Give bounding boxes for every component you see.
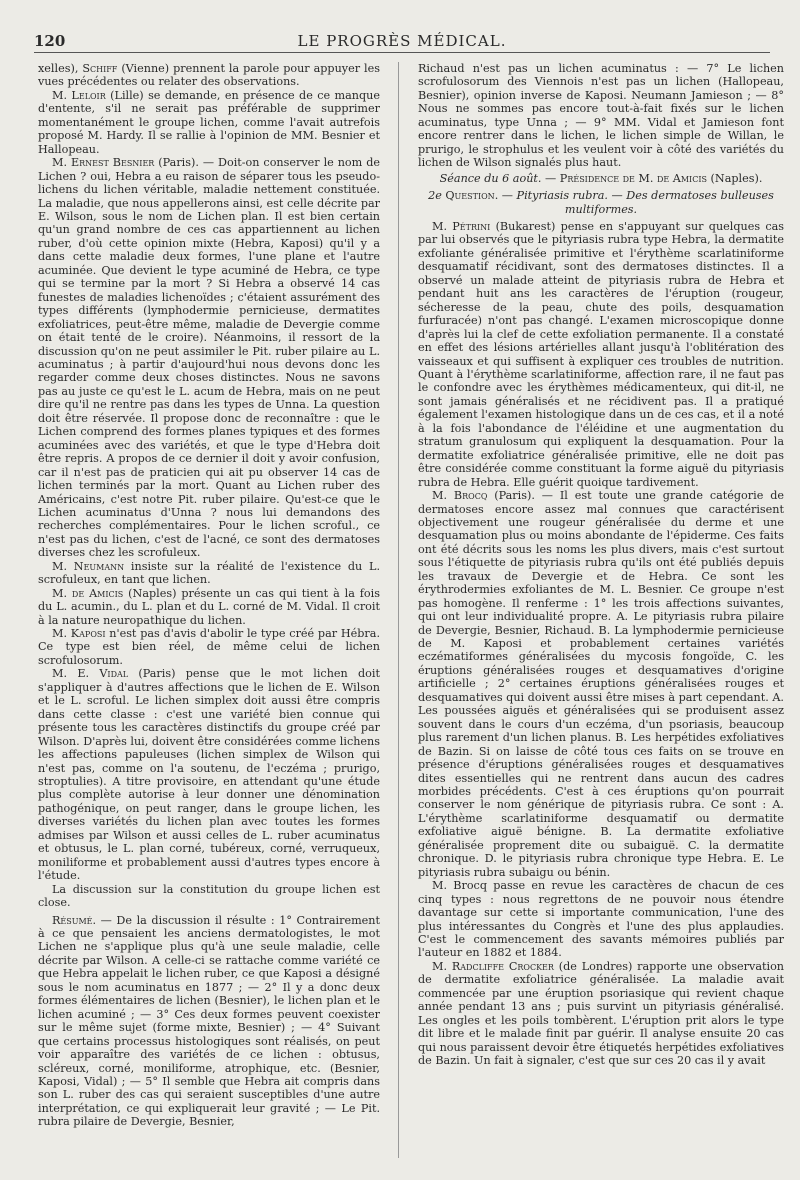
italic-text: Séance du 6 août. — [439, 171, 542, 185]
text-run: M. — [432, 959, 452, 973]
text-run: M. — [52, 559, 74, 573]
name-smallcaps: Leloir — [71, 88, 106, 102]
page-header — [34, 30, 770, 53]
section-heading — [418, 172, 784, 185]
name-smallcaps: Radcliffe Crocker — [451, 959, 554, 973]
text-run: La discussion sur la constitution du groupe lichen est close. — [38, 882, 380, 910]
name-smallcaps: E. Vidal — [77, 667, 129, 681]
article-paragraph — [418, 62, 784, 170]
text-run: (Naples) présente un cas qui tient à la fois du L. acumin., du L. plan et du L. corné de M. Vidal. Il croit à la nature neuropathique du lichen. — [38, 586, 380, 627]
text-run: — — [541, 171, 560, 185]
article-paragraph — [38, 627, 380, 667]
article-paragraph — [38, 89, 380, 156]
name-smallcaps: Présidence de M. de Amicis — [559, 171, 707, 185]
article-paragraph — [38, 560, 380, 587]
article-paragraph — [418, 489, 784, 879]
text-run: (de Londres) rapporte une observation de dermatite exfoliatrice généralisée. La maladie avait commencée par une éruption psoriasique qui revient chaque année pendant 13 ans ; puis survint un pityriasis généralisé. Les ongles et les poils tombèrent. L'éruption prit alors le type dit libre et le malade finit par guérir. Il analyse ensuite 20 cas qui nous paraissent devoir être étiquetés herpétides exfoliatives de Bazin. Un fait à signaler, c'est que sur ces 20 cas il y avait — [418, 959, 784, 1068]
italic-text: Pityriasis rubra. — Des dermatoses bulleuses multiformes. — [516, 189, 774, 216]
text-run: (Bukarest) pense en s'appuyant sur quelques cas par lui observés que le pityriasis rubra type Hebra, la dermatite exfoliante généralisée primitive et l'érythème scarlatiniforme desquamatif récidivant, sont des dermatoses distinctes. Il a observé un malade atteint de pityriasis rubra de Hebra et pendant huit ans les caractères de l'éruption (rougeur, sécheresse de la peau, chute des poils, desquamation furfuracée) n'ont pas changé. L'examen microscopique donne d'après lui la clef de cette exfoliation permanente. Il a constaté en effet des lésions artérielles allant jusqu'à l'oblitération des vaisseaux et qui suffisent à expliquer ces troubles de nutrition. Quant à l'érythème scarlatiniforme, affection rare, il ne faut pas le confondre avec les érythèmes médicamenteux, qui dit-il, ne sont jamais généralisés et ne récidivent pas. Il a pratiqué également l'examen histologique dans un de ces cas, et il a noté à la fois l'abondance de l'éléidine et une augmentation du stratum granulosum qui expliquent la desquamation. Pour la dermatite exfoliatrice généralisée primitive, elle ne doit pas être considérée comme constituant la forme aiguë du pityriasis rubra de Hebra. Elle guérit quoique tardivement. — [418, 219, 784, 489]
name-smallcaps: Kaposi — [70, 627, 106, 641]
text-run: M. Brocq passe en revue les caractères de chacun de ces cinq types : nous regrettons de ne pouvoir nous étendre davantage sur cette si importante communication, l'une des plus intéressantes du Congrès et l'une des plus applaudies. C'est le commencement des savants mémoires publiés par l'auteur en 1882 et 1884. — [418, 879, 784, 960]
text-run: xelles), — [38, 62, 83, 75]
name-smallcaps: Schiff — [82, 62, 118, 75]
journal-title: LE PROGRÈS MÉDICAL. — [297, 32, 507, 50]
name-smallcaps: Résumé — [52, 913, 93, 927]
name-smallcaps: de Amicis — [71, 586, 124, 600]
name-smallcaps: Pétrini — [452, 219, 491, 233]
section-heading — [418, 189, 784, 216]
left-column — [38, 62, 380, 1158]
text-run: M. — [432, 489, 454, 503]
article-paragraph — [418, 220, 784, 489]
text-run: (Paris) pense que le mot lichen doit s'appliquer à d'autres affections que le lichen de E. Wilson et le L. scroful. Le lichen simplex doit aussi être compris dans cette classe : c'est une variété bien connue qui présente tous les caractères distinctifs du groupe créé par Wilson. D'après lui, doivent être considérées comme lichens les affections papuleuses (lichen simplex de Wilson qui n'est pas, comme on l'a soutenu, de l'eczéma ; prurigo, stroptulies). A titre provisoire, en attendant qu'une étude plus complète autorise à leur donner une dénomination pathogénique, on peut ranger, dans le groupe lichen, les diverses variétés du lichen plan avec toutes les formes admises par Wilson et aussi celles de L. ruber acuminatus et obtusus, le L. plan corné, tubéreux, corné, verruqueux, moniliforme et probablement aussi d'autres types encore à l'étude. — [38, 667, 380, 883]
text-run: (Vienne) prennent la parole pour appuyer les vues précédentes ou relater des observations. — [38, 62, 380, 89]
text-run: M. — [52, 627, 71, 641]
text-run: n'est pas d'avis d'abolir le type créé par Hébra. Ce type est bien réel, de même celui de lichen scrofulosorum. — [38, 627, 380, 667]
article-paragraph — [38, 914, 380, 1129]
name-smallcaps: Brocq — [453, 489, 488, 503]
name-smallcaps: Question — [445, 189, 495, 203]
italic-text: e — [435, 189, 442, 203]
right-column — [418, 62, 784, 1158]
text-run: . — — [494, 189, 517, 203]
article-paragraph — [38, 62, 380, 89]
text-run: . — De la discussion il résulte : 1° Contrairement à ce que pensaient les anciens dermatologistes, le mot Lichen ne s'applique plus qu'à une seule maladie, celle décrite par Wilson. A celle-ci se rattache comme variété ce que Hebra appelait le lichen ruber, ce que Kaposi a désigné sous le nom acuminatus en 1877 ; — 2° Il y a donc deux formes élémentaires de lichen (Besnier), le lichen plan et le lichen acuminé ; — 3° Ces deux formes peuvent coexister sur le même sujet (forme mixte, Besnier) ; — 4° Suivant que certains processus histologiques sont réalisés, on peut voir apparaître des variétés de ce lichen : obtusus, scléreux, corné, moniliforme, atrophique, etc. (Besnier, Kaposi, Vidal) ; — 5° Il semble que Hebra ait compris dans son L. ruber des cas qui seraient susceptibles d'une autre interprétation, ce qui expliquerait leur gravité ; — Le Pit. rubra pilaire de Devergie, Besnier, — [38, 913, 380, 1129]
text-run: M. — [432, 219, 453, 233]
article-paragraph — [38, 883, 380, 910]
text-run: (Naples). — [706, 171, 763, 185]
text-run: M. — [52, 88, 72, 102]
article-paragraph — [418, 960, 784, 1068]
article-paragraph — [38, 667, 380, 882]
text-run: M. — [52, 156, 71, 170]
text-run: insiste sur la réalité de l'existence du L. scrofuleux, en tant que lichen. — [38, 559, 380, 587]
italic-text: 2 — [428, 189, 436, 203]
page-number: 120 — [34, 32, 66, 50]
name-smallcaps: Ernest Besnier — [70, 156, 155, 170]
article-paragraph — [418, 879, 784, 960]
text-run: M. — [52, 667, 78, 681]
text-run: (Paris). — Il est toute une grande catégorie de dermatoses encore assez mal connues que caractérisent objectivement une rougeur généralisée du derme et une desquamation plus ou moins abondante de l'épiderme. Ces faits ont été décrits sous les noms les plus divers, mais c'est surtout sous l'étiquette de pityriasis rubra qu'ils ont été publiés depuis les travaux de Devergie et de Hebra. Ce sont les érythrodermies exfoliantes de M. L. Besnier. Ce groupe n'est pas homogène. Il renferme : 1° les trois affections suivantes, qui ont leur individualité propre. A. Le pityriasis rubra pilaire de Devergie, Besnier, Richaud. B. La lymphodermie pernicieuse de M. Kaposi et probablement certaines variétés eczématiformes généralisées du mycosis fongoïde, C. les éruptions généralisées rouges et desquamatives d'origine artificielle ; 2° certaines éruptions généralisées rouges et desquamatives qui doivent aussi être mises à part cependant. A. Les poussées aiguës et généralisées qui se produisent assez souvent dans le cours d'un eczéma, d'un psoriasis, beaucoup plus rarement d'un lichen planus. B. Les herpétides exfoliatives de Bazin. Si on laisse de côté tous ces faits on se trouve en présence d'éruptions généralisées rouges et desquamatives dites essentielles qui ne rentrent dans aucun des cadres morbides précédents. C'est à ces éruptions qu'on pourrait conserver le nom générique de pityriasis rubra. Ce sont : A. L'érythème scarlatiniforme desquamatif ou dermatite exfoliative aiguë bénigne. B. La dermatite exfoliative généralisée proprement dite ou subaiguë. C. la dermatite chronique. D. le pityriasis rubra chronique type Hebra. E. Le pityriasis rubra subaigu ou bénin. — [418, 489, 784, 879]
text-run: M. — [52, 586, 72, 600]
article-paragraph — [38, 156, 380, 560]
text-run: Richaud n'est pas un lichen acuminatus : — 7° Le lichen scrofulosorum des Viennois n'est pas un lichen (Hallopeau, Besnier), opinion inverse de Kaposi. Neumann Jamieson ; — 8° Nous ne sommes pas encore tout-à-fait fixés sur le lichen acuminatus, type Unna ; — 9° MM. Vidal et Jamieson font encore rentrer dans le lichen, le lichen simple de Willan, le prurigo, le strophulus et les veulent voir à côté des variétés du lichen de Wilson signalés plus haut. — [418, 62, 784, 170]
article-paragraph — [38, 587, 380, 627]
text-run: (Lille) se demande, en présence de ce manque d'entente, s'il ne serait pas préférable de supprimer momentanément le groupe lichen, comme l'avait autrefois proposé M. Hardy. Il se rallie à l'opinion de MM. Besnier et Hallopeau. — [38, 88, 380, 156]
text-run: (Paris). — Doit-on conserver le nom de Lichen ? oui, Hebra a eu raison de séparer tous les pseudo-lichens du lichen véritable, maladie nettement constituée. La maladie, que nous appellerons ainsi, est celle décrite par E. Wilson, sous le nom de Lichen plan. Il est bien certain qu'un grand nombre de ces cas appartiennent au lichen ruber, d'où cette opinion mixte (Hebra, Kaposi) qu'il y a dans cette maladie deux formes, l'une plane et l'autre acuminée. Que devient le type acuminé de Hebra, ce type qui se termine par la mort ? Si Hebra a observé 14 cas funestes de maladies lichenoïdes ; c'étaient assurément des types différents (lymphodermie pernicieuse, dermatites exfoliatrices, peut-être même, maladie de Devergie comme on était tenté de le croire). Néanmoins, il ressort de la discussion qu'on ne peut assimiler le Pit. ruber pilaire au L. acuminatus ; à partir d'aujourd'hui nous devons donc les regarder comme deux choses distinctes. Nous ne savons pas au juste ce qu'est le L. acum de Hebra, mais on ne peut dire qu'il ne rentre pas dans les types de Unna. La question doit être réservée. Il propose donc de reconnaître : que le Lichen comprend des formes planes typiques et des formes acuminées avec des variétés, et que le type d'Hebra doit être repris. A propos de ce dernier il doit y avoir confusion, car il n'est pas de praticien qui ait pu observer 14 cas de lichen terminés par la mort. Quant au Lichen ruber des Américains, c'est notre Pit. ruber pilaire. Qu'est-ce que le Lichen acuminatus d'Unna ? nous lui demandons des recherches complémentaires. Pour le lichen scroful., ce n'est pas du lichen, c'est de l'acné, ce sont des dermatoses diverses chez les scrofuleux. — [38, 156, 380, 560]
name-smallcaps: Neumann — [73, 559, 125, 573]
column-divider — [398, 62, 399, 1158]
